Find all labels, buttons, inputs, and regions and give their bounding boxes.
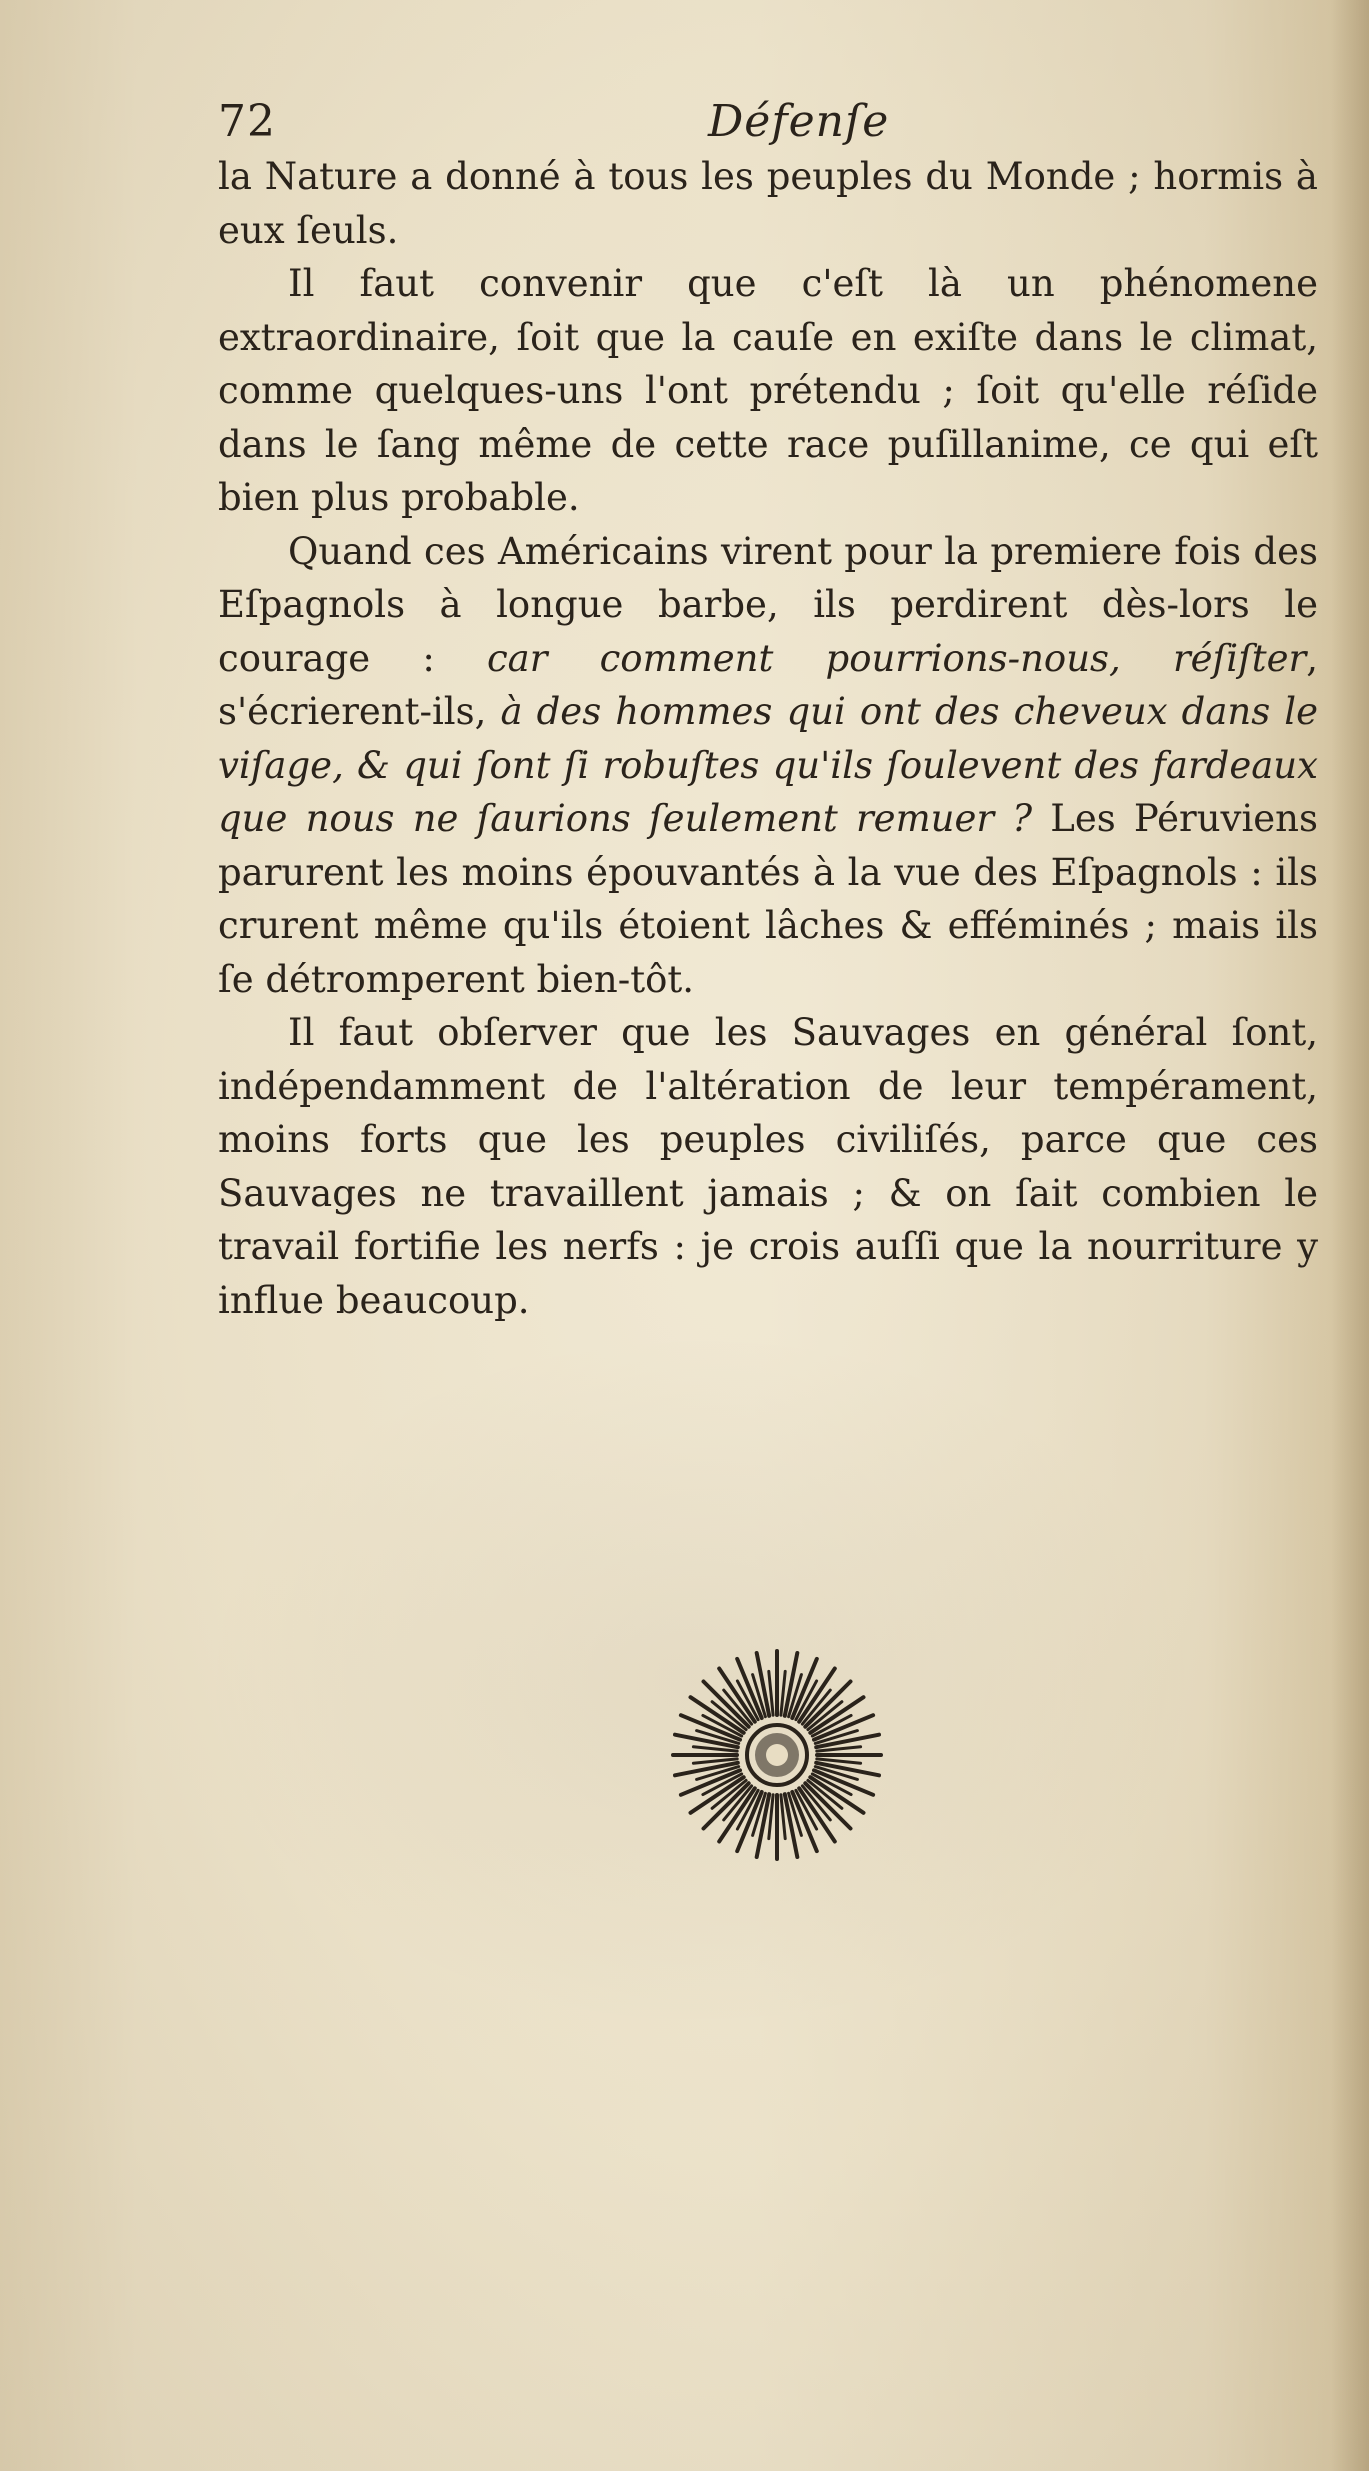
- page-gutter-shadow: [1331, 0, 1369, 2471]
- paragraph-text: Les Péruviens parurent les moins épouvantés à la vue des Eſpagnols : ils crurent même qu'ils étoient lâches & efféminés ; mais ils ſe détromperent bien-tôt.: [218, 797, 1319, 1001]
- italic-quote: à des hommes qui ont des cheveux dans le viſage, & qui ſont ſi robuſtes qu'ils ſoulevent des fardeaux que nous ne ſaurions ſeulement remuer ?: [218, 690, 1319, 840]
- page-number: 72: [218, 96, 276, 147]
- paragraph-text: Quand ces Américains virent pour la premiere fois des Eſpagnols à longue barbe, ils perdirent dès-lors le courage :: [218, 529, 1318, 680]
- paragraph-text: , s'écrierent-ils,: [218, 636, 1318, 733]
- paragraph: Il faut convenir que c'eſt là un phénomene extraordinaire, ſoit que la cauſe en exiſte dans le climat, comme quelques-uns l'ont prétendu ; ſoit qu'elle réſide dans le ſang même de cette race puſillanime, ce qui eſt bien plus probable.: [218, 262, 1318, 519]
- italic-quote: car comment pourrions-nous, réſiſter: [486, 636, 1307, 680]
- paragraph-continuation: la Nature a donné à tous les peuples du Monde ; hormis à eux ſeuls.: [218, 155, 1318, 252]
- paragraph: Il faut obſerver que les Sauvages en général ſont, indépendamment de l'altération de leur tempérament, moins forts que les peuples civiliſés, parce que ces Sauvages ne travaillent jamais ; & on ſait combien le travail fortifie les nerfs : je crois auſſi que la nourriture y influe beaucoup.: [218, 1011, 1318, 1322]
- running-head: Défenſe: [708, 96, 890, 147]
- fleuron-sunburst-icon: [662, 1640, 892, 1870]
- paragraph: [218, 525, 1318, 1007]
- text-block: [218, 150, 1318, 1327]
